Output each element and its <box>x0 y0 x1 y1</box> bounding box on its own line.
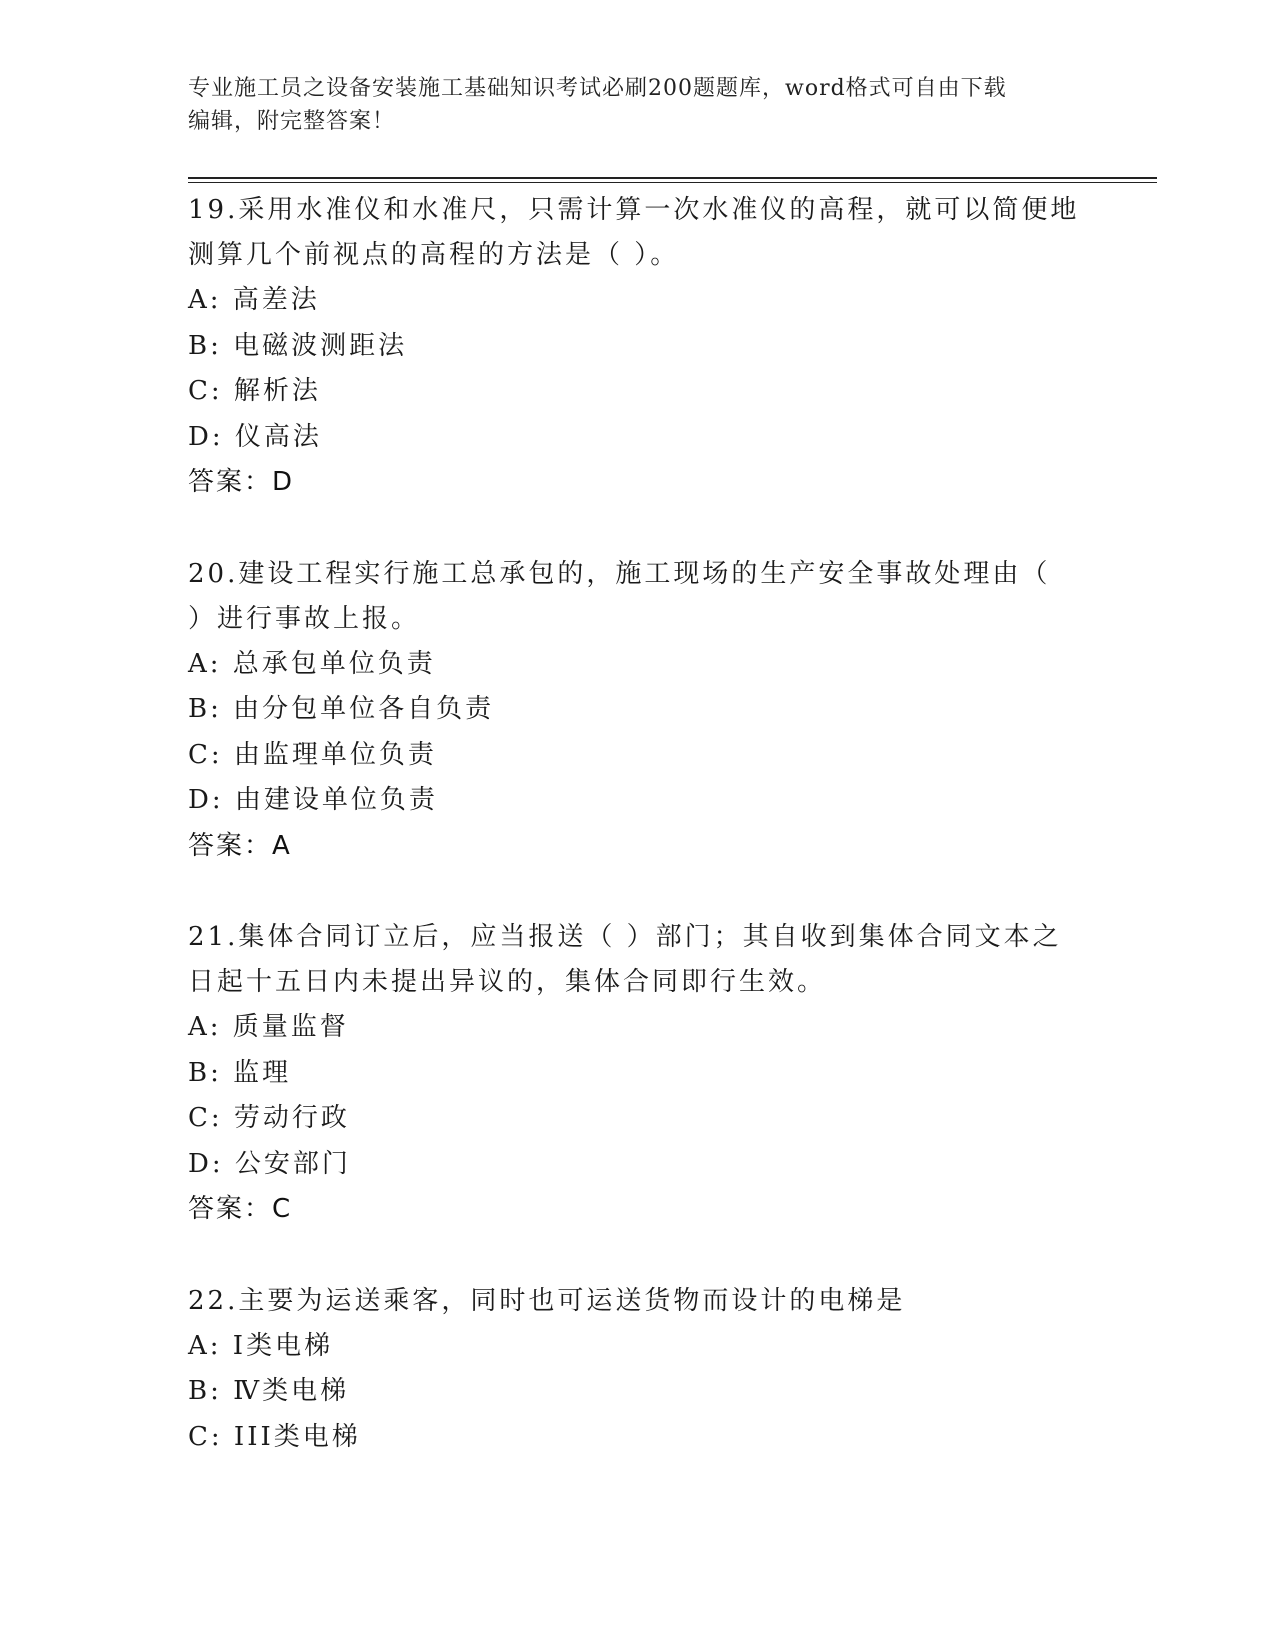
option-c: C: III类电梯 <box>188 1421 361 1452</box>
header-divider <box>188 177 1157 179</box>
option-b: B: 监理 <box>188 1057 292 1088</box>
option-a: A: 质量监督 <box>188 1012 349 1042</box>
option-c: C: 由监理单位负责 <box>188 739 437 770</box>
question-text: 测算几个前视点的高程的方法是（ ）。 <box>188 240 680 270</box>
document-header <box>188 72 1088 138</box>
question-text: ）进行事故上报。 <box>188 603 421 634</box>
question-20 <box>188 552 1088 870</box>
answer: 答案：D <box>188 467 295 497</box>
option-c: C: 劳动行政 <box>188 1103 350 1133</box>
question-text: 19.采用水准仪和水准尺，只需计算一次水准仪的高程，就可以简便地 <box>188 195 1080 225</box>
option-d: D: 由建设单位负责 <box>188 785 438 815</box>
question-text: 20.建设工程实行施工总承包的，施工现场的生产安全事故处理由（ <box>188 558 1051 589</box>
header-line: 专业施工员之设备安装施工基础知识考试必刷200题题库，word格式可自由下载 <box>188 76 1007 101</box>
option-b: B: Ⅳ类电梯 <box>188 1376 350 1406</box>
option-a: A: I类电梯 <box>188 1330 334 1361</box>
question-text: 22.主要为运送乘客，同时也可运送货物而设计的电梯是 <box>188 1285 906 1316</box>
question-text: 日起十五日内未提出异议的，集体合同即行生效。 <box>188 967 827 997</box>
option-a: A: 高差法 <box>188 285 320 315</box>
option-c: C: 解析法 <box>188 376 321 406</box>
question-text: 21.集体合同订立后，应当报送（ ）部门；其自收到集体合同文本之 <box>188 922 1062 952</box>
header-line: 编辑，附完整答案！ <box>188 109 396 134</box>
answer: 答案：A <box>188 830 292 861</box>
option-d: D: 公安部门 <box>188 1148 351 1179</box>
question-21 <box>188 915 1088 1233</box>
header-divider-thin <box>188 182 1157 183</box>
option-b: B: 由分包单位各自负责 <box>188 694 495 724</box>
option-d: D: 仪高法 <box>188 421 322 452</box>
option-b: B: 电磁波测距法 <box>188 330 408 361</box>
answer: 答案：C <box>188 1194 293 1224</box>
question-list <box>188 188 1088 1506</box>
question-19 <box>188 188 1088 506</box>
question-22 <box>188 1279 1088 1461</box>
option-a: A: 总承包单位负责 <box>188 648 436 679</box>
